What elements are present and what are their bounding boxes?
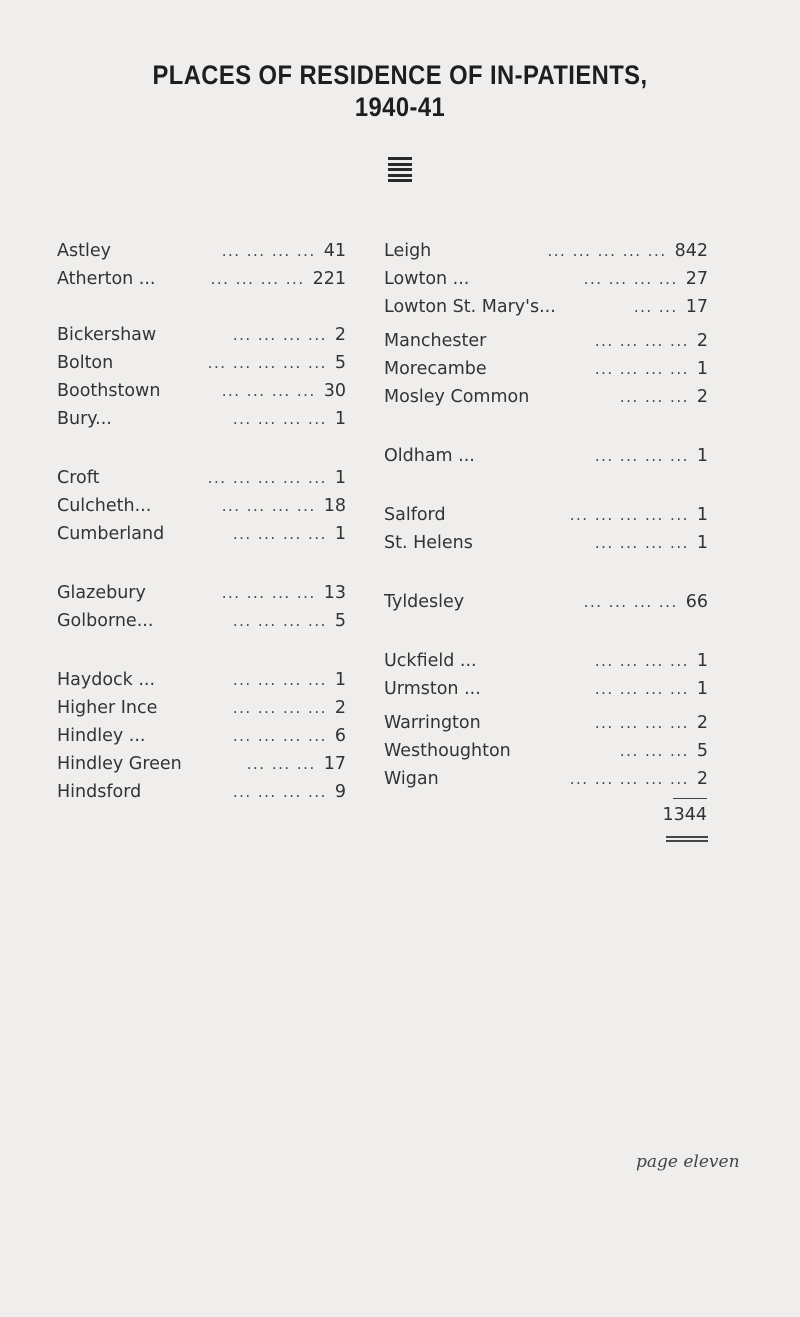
- place-name: Cumberland: [57, 524, 165, 544]
- left-row: [57, 520, 346, 548]
- place-name: Tyldesley: [384, 592, 465, 612]
- left-row: [57, 405, 346, 433]
- patient-count: 17: [685, 297, 708, 317]
- leader-dots: ... ... ... ...: [232, 410, 327, 428]
- leader-dots: ... ... ...: [619, 742, 689, 760]
- place-name: Salford: [384, 505, 446, 525]
- patient-count: 30: [323, 381, 346, 401]
- place-name: Oldham ...: [384, 446, 475, 466]
- patient-count: 13: [323, 583, 346, 603]
- patient-count: 1: [334, 468, 346, 488]
- place-name: Mosley Common: [384, 387, 530, 407]
- patient-count: 9: [334, 782, 346, 802]
- page-title: PLACES OF RESIDENCE OF IN-PATIENTS,: [152, 60, 648, 90]
- patient-count: 5: [696, 741, 708, 761]
- left-row: [57, 265, 346, 293]
- grand-total: 1344: [662, 805, 707, 825]
- leader-dots: ... ... ... ...: [232, 326, 327, 344]
- place-name: Astley: [57, 241, 111, 261]
- place-name: Hindley Green: [57, 754, 182, 774]
- right-row: [384, 588, 708, 616]
- patient-count: 221: [312, 269, 346, 289]
- place-name: Atherton ...: [57, 269, 156, 289]
- leader-dots: ... ... ... ...: [583, 270, 678, 288]
- leader-dots: ... ... ... ...: [594, 447, 689, 465]
- right-row: [384, 529, 708, 557]
- place-name: Westhoughton: [384, 741, 511, 761]
- leader-dots: ... ... ... ...: [232, 525, 327, 543]
- left-row: [57, 778, 346, 806]
- left-row: [57, 722, 346, 750]
- leader-dots: ... ... ... ...: [221, 242, 316, 260]
- patient-count: 2: [696, 769, 708, 789]
- right-row: [384, 442, 708, 470]
- right-row: [384, 265, 708, 293]
- patient-count: 1: [696, 533, 708, 553]
- place-name: St. Helens: [384, 533, 473, 553]
- leader-dots: ... ... ... ... ...: [569, 770, 689, 788]
- left-row: [57, 666, 346, 694]
- leader-dots: ... ... ... ...: [210, 270, 305, 288]
- leader-dots: ... ... ... ...: [221, 497, 316, 515]
- right-row: [384, 293, 708, 321]
- place-name: Hindley ...: [57, 726, 146, 746]
- right-row: [384, 327, 708, 355]
- patient-count: 1: [334, 524, 346, 544]
- left-row: [57, 694, 346, 722]
- place-name: Uckfield ...: [384, 651, 477, 671]
- double-rule-top: [666, 836, 708, 838]
- left-row: [57, 321, 346, 349]
- patient-count: 2: [696, 331, 708, 351]
- patient-count: 2: [334, 325, 346, 345]
- leader-dots: ... ... ... ...: [594, 714, 689, 732]
- patient-count: 1: [696, 679, 708, 699]
- patient-count: 1: [334, 670, 346, 690]
- right-row: [384, 765, 708, 793]
- leader-dots: ... ... ... ...: [232, 727, 327, 745]
- left-row: [57, 349, 346, 377]
- right-row: [384, 675, 708, 703]
- right-row: [384, 237, 708, 265]
- place-name: Urmston ...: [384, 679, 481, 699]
- leader-dots: ... ... ... ...: [232, 671, 327, 689]
- leader-dots: ... ... ... ...: [594, 332, 689, 350]
- leader-dots: ... ... ... ...: [594, 652, 689, 670]
- patient-count: 41: [323, 241, 346, 261]
- patient-count: 1: [696, 446, 708, 466]
- place-name: Bickershaw: [57, 325, 157, 345]
- patient-count: 2: [696, 713, 708, 733]
- leader-dots: ... ...: [633, 298, 678, 316]
- left-row: [57, 492, 346, 520]
- place-name: Glazebury: [57, 583, 146, 603]
- right-row: [384, 355, 708, 383]
- patient-count: 1: [696, 359, 708, 379]
- patient-count: 2: [334, 698, 346, 718]
- right-row: [384, 501, 708, 529]
- left-row: [57, 579, 346, 607]
- leader-dots: ... ... ... ... ...: [207, 469, 327, 487]
- right-row: [384, 383, 708, 411]
- page-subtitle-year: 1940-41: [354, 92, 446, 122]
- place-name: Culcheth...: [57, 496, 152, 516]
- place-name: Croft: [57, 468, 100, 488]
- patient-count: 66: [685, 592, 708, 612]
- place-name: Manchester: [384, 331, 487, 351]
- place-name: Golborne...: [57, 611, 154, 631]
- place-name: Hindsford: [57, 782, 142, 802]
- leader-dots: ... ... ... ...: [594, 680, 689, 698]
- leader-dots: ... ... ... ... ...: [547, 242, 667, 260]
- place-name: Leigh: [384, 241, 432, 261]
- patient-count: 1: [334, 409, 346, 429]
- patient-count: 27: [685, 269, 708, 289]
- place-name: Bury...: [57, 409, 112, 429]
- leader-dots: ... ... ... ...: [594, 534, 689, 552]
- leader-dots: ... ... ... ...: [594, 360, 689, 378]
- leader-dots: ... ... ... ...: [221, 382, 316, 400]
- leader-dots: ... ... ... ...: [583, 593, 678, 611]
- divider-ornament: [388, 157, 412, 183]
- patient-count: 1: [696, 505, 708, 525]
- right-row: [384, 647, 708, 675]
- left-row: [57, 237, 346, 265]
- place-name: Boothstown: [57, 381, 161, 401]
- patient-count: 5: [334, 353, 346, 373]
- leader-dots: ... ... ...: [619, 388, 689, 406]
- leader-dots: ... ... ... ...: [232, 783, 327, 801]
- place-name: Wigan: [384, 769, 439, 789]
- left-row: [57, 464, 346, 492]
- patient-count: 2: [696, 387, 708, 407]
- place-name: Morecambe: [384, 359, 487, 379]
- patient-count: 17: [323, 754, 346, 774]
- place-name: Lowton ...: [384, 269, 470, 289]
- leader-dots: ... ... ... ...: [221, 584, 316, 602]
- right-row: [384, 709, 708, 737]
- left-row: [57, 377, 346, 405]
- place-name: Bolton: [57, 353, 114, 373]
- right-row: [384, 737, 708, 765]
- place-name: Lowton St. Mary's...: [384, 297, 556, 317]
- left-row: [57, 607, 346, 635]
- leader-dots: ... ... ... ...: [232, 612, 327, 630]
- place-name: Haydock ...: [57, 670, 156, 690]
- patient-count: 18: [323, 496, 346, 516]
- double-rule-bottom: [666, 840, 708, 842]
- leader-dots: ... ... ... ... ...: [569, 506, 689, 524]
- patient-count: 6: [334, 726, 346, 746]
- leader-dots: ... ... ... ... ...: [207, 354, 327, 372]
- page-footer: page eleven: [636, 1152, 740, 1172]
- patient-count: 842: [674, 241, 708, 261]
- leader-dots: ... ... ... ...: [232, 699, 327, 717]
- left-row: [57, 750, 346, 778]
- patient-count: 1: [696, 651, 708, 671]
- patient-count: 5: [334, 611, 346, 631]
- leader-dots: ... ... ...: [246, 755, 316, 773]
- place-name: Warrington: [384, 713, 481, 733]
- total-rule: [673, 798, 707, 799]
- place-name: Higher Ince: [57, 698, 158, 718]
